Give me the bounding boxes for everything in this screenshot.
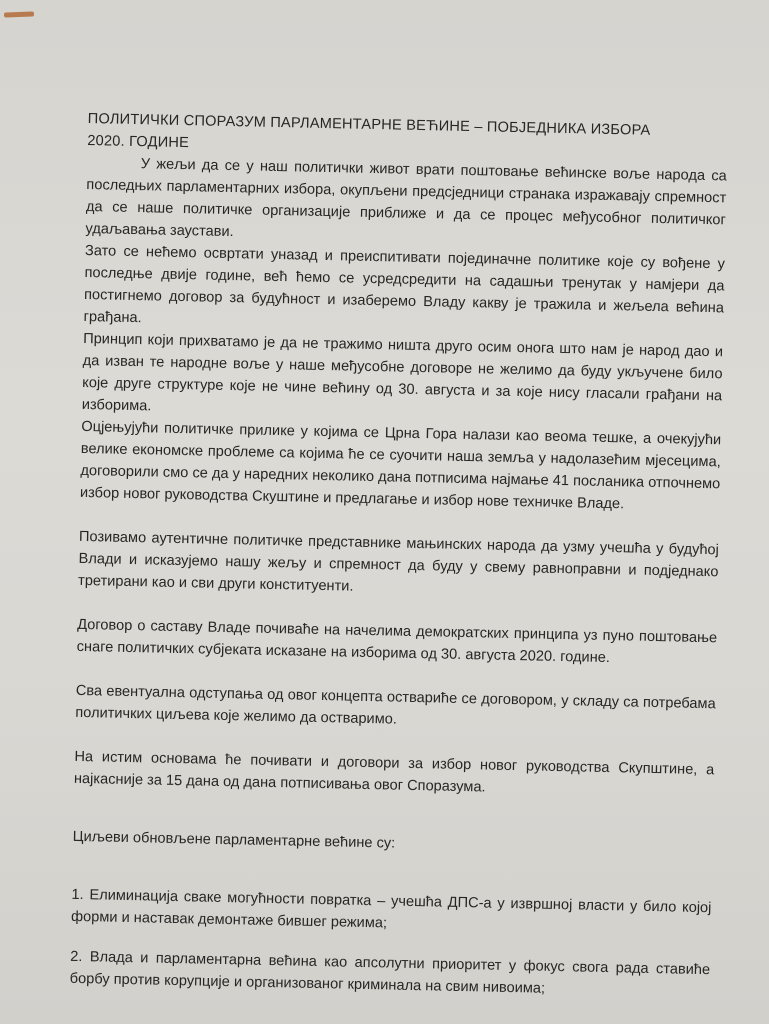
paragraph-minorities: Позивамо аутентичне политичке представнике мањинских народа да узму учешћа у будућој Влади и исказујемо нашу жељу и спремност да буду у свему равноправни и подједнако третирани као и сви други конституенти. [77, 528, 720, 595]
document-body [70, 108, 728, 1003]
paragraph-government-composition: Договор о саставу Владе почиваће на начелима демократских принципа уз пуно поштовање снаге политичких субјеката исказане на изборима од 30. августа 2020. године. [76, 616, 718, 667]
document-title: ПОЛИТИЧКИ СПОРАЗУМ ПАРЛАМЕНТАРНЕ ВЕЋИНЕ – ПОБЈЕДНИКА ИЗБОРА 2020. ГОДИНЕ [87, 110, 651, 152]
paragraph-assessment: Оцјењујући политичке прилике у којима се Црна Гора налази као веома тешке, а очекујући велике економске проблеме са којима ће се суочити наша земља у надолазећим мјесецима, договорили смо се да у наредних неколико дана потписима најмање 41 посланика отпочнемо избор новог руководства Скуштине и предлагање и избор нове техничке Владе. [79, 418, 722, 513]
staple-mark [4, 11, 34, 17]
paragraph-parliament-leadership: На истим основама ће почивати и договори за избор новог руководства Скупштине, а најкасније за 15 дана од дана потписивања овог Споразума. [73, 748, 715, 796]
goal-item-2: 2. Влада и парламентарна већина као апсолутни приоритет у фокус свога рада ставиће борбу против корупције и организованог криминала на свим нивоима; [69, 948, 711, 997]
paragraph-principle: Принцип који прихватамо је да не тражимо ништа друго осим онога што нам је народ дао и да изван те народне воље у наше међусобне договоре не желимо да буду укључене било које друге структуре које не чине већину од 30. августа и за које нису гласали грађани на изборима. [81, 330, 724, 415]
paragraph-intro: У жељи да се у наш политички живот врати поштовање већинске воље народа са последњих парламентарних избора, окупљени предсједници странака изражавају спремност да се наше политичке организације приближе и да се процес међусобног политичког удаљавања заустави. [85, 156, 727, 241]
paragraph-deviations: Сва евентуална одступања од овог концепта оствариће се договором, у складу са потребама политичких циљева које желимо да остваримо. [75, 682, 716, 728]
goals-heading: Циљеви обновљене парламентарне већине су: [72, 828, 396, 852]
paragraph-no-looking-back: Зато се нећемо освртати уназад и преиспитивати појединачне политике које су вођене у последње двије године, већ ћемо се усредсредити на садашњи тренутак у намјери да постигнемо договор за будућност и изаберемо Владу какву је тражила и жељела већина грађана. [83, 242, 726, 327]
goal-item-1: 1. Елиминација сваке могућности повратка – учешћа ДПС-а у извршној власти у било којој форми и наставак демонтаже бившег режима; [70, 886, 712, 932]
